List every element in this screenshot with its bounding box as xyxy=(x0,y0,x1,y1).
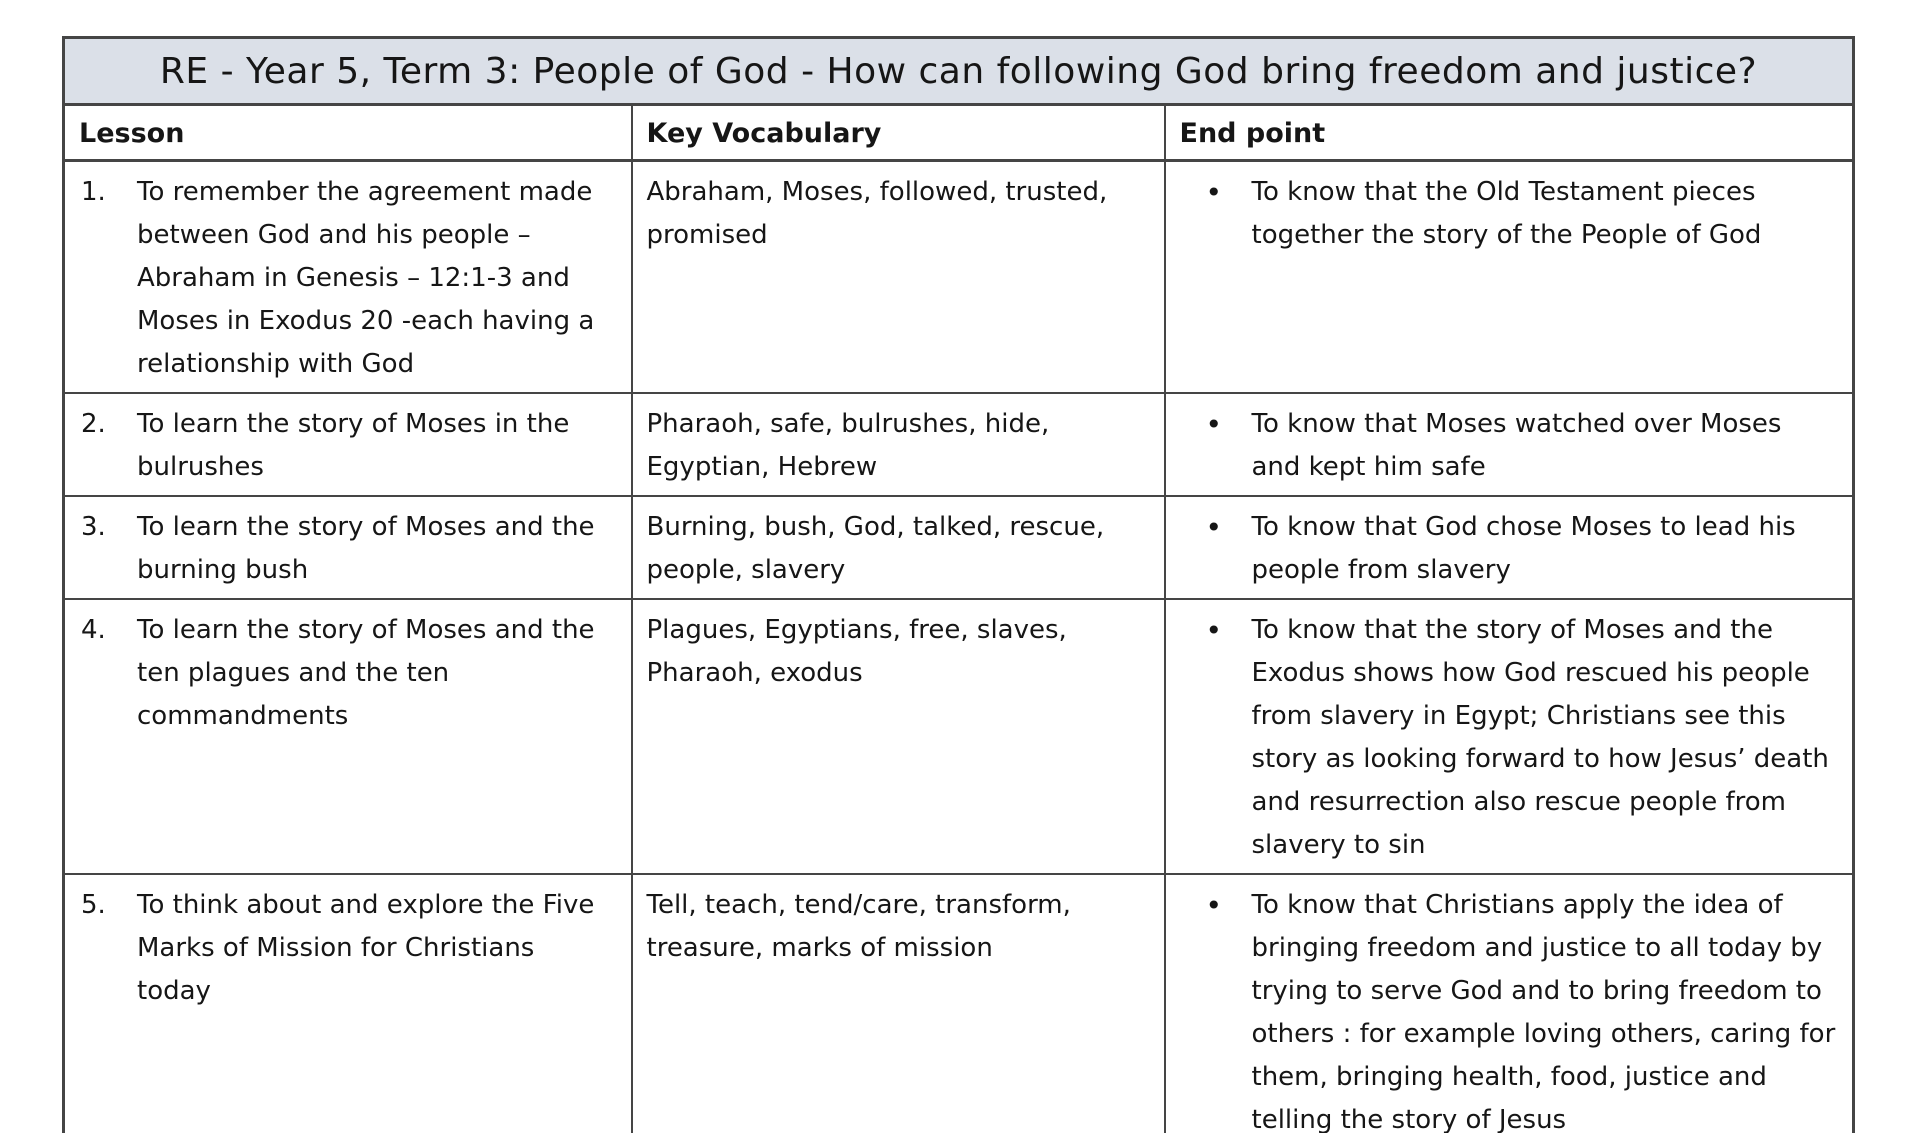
bullet-icon xyxy=(1206,403,1252,448)
table-row xyxy=(64,496,1854,599)
endpoint-text: To know that the Old Testament pieces together the story of the People of God xyxy=(1251,177,1762,250)
title-row xyxy=(64,38,1854,105)
bullet-icon xyxy=(1206,506,1252,551)
endpoint-cell xyxy=(1165,393,1854,496)
endpoint-cell xyxy=(1165,874,1854,1133)
table-row xyxy=(64,393,1854,496)
lesson-cell xyxy=(64,496,632,599)
lesson-number: 3. xyxy=(81,512,106,542)
vocabulary-cell xyxy=(632,496,1165,599)
table-row xyxy=(64,161,1854,394)
lesson-item xyxy=(79,171,619,386)
vocabulary-cell xyxy=(632,874,1165,1133)
vocabulary-text: Plagues, Egyptians, free, slaves, Pharaoh, exodus xyxy=(646,615,1067,688)
lesson-number: 5. xyxy=(81,890,106,920)
vocabulary-text: Tell, teach, tend/care, transform, treasure, marks of mission xyxy=(646,890,1071,963)
vocabulary-text: Abraham, Moses, followed, trusted, promised xyxy=(646,177,1108,250)
lesson-number: 4. xyxy=(81,615,106,645)
endpoint-cell xyxy=(1165,599,1854,874)
bullet-icon xyxy=(1206,884,1252,929)
lesson-text: To remember the agreement made between God and his people – Abraham in Genesis – 12:1-3 and Moses in Exodus 20 -each having a relationship with God xyxy=(137,177,595,379)
lesson-cell xyxy=(64,874,632,1133)
endpoint-text: To know that God chose Moses to lead his people from slavery xyxy=(1251,512,1796,585)
vocabulary-cell xyxy=(632,599,1165,874)
table-row xyxy=(64,599,1854,874)
column-header-end-point: End point xyxy=(1165,105,1854,161)
vocabulary-cell xyxy=(632,393,1165,496)
vocabulary-cell xyxy=(632,161,1165,394)
curriculum-table xyxy=(62,36,1855,1133)
endpoint-cell xyxy=(1165,496,1854,599)
endpoint-text: To know that Christians apply the idea of bringing freedom and justice to all today by trying to serve God and to bring freedom to others : for example loving others, caring for them, bringing health, food, justice and telling the story of Jesus xyxy=(1251,890,1836,1133)
lesson-cell xyxy=(64,599,632,874)
lesson-item xyxy=(79,403,619,489)
column-header-key-vocabulary: Key Vocabulary xyxy=(632,105,1165,161)
endpoint-cell xyxy=(1165,161,1854,394)
lesson-cell xyxy=(64,393,632,496)
endpoint-bullet-item xyxy=(1180,171,1841,257)
page-title: RE - Year 5, Term 3: People of God - How can following God bring freedom and justice? xyxy=(64,38,1854,105)
endpoint-text: To know that the story of Moses and the Exodus shows how God rescued his people from slavery in Egypt; Christians see this story as looking forward to how Jesus’ death and resurrection also rescue people from slavery to sin xyxy=(1251,615,1829,860)
lesson-text: To think about and explore the Five Marks of Mission for Christians today xyxy=(137,890,595,1006)
lesson-text: To learn the story of Moses in the bulrushes xyxy=(137,409,570,482)
bullet-icon xyxy=(1206,171,1252,216)
lesson-text: To learn the story of Moses and the burning bush xyxy=(137,512,595,585)
vocabulary-text: Pharaoh, safe, bulrushes, hide, Egyptian, Hebrew xyxy=(646,409,1050,482)
endpoint-bullet-item xyxy=(1180,884,1841,1133)
column-header-lesson: Lesson xyxy=(64,105,632,161)
lesson-cell xyxy=(64,161,632,394)
lesson-item xyxy=(79,884,619,1013)
endpoint-bullet-item xyxy=(1180,506,1841,592)
endpoint-text: To know that Moses watched over Moses and kept him safe xyxy=(1251,409,1782,482)
lesson-number: 2. xyxy=(81,409,106,439)
endpoint-bullet-item xyxy=(1180,609,1841,867)
lesson-item xyxy=(79,609,619,738)
lesson-text: To learn the story of Moses and the ten plagues and the ten commandments xyxy=(137,615,595,731)
endpoint-bullet-item xyxy=(1180,403,1841,489)
lesson-item xyxy=(79,506,619,592)
vocabulary-text: Burning, bush, God, talked, rescue, people, slavery xyxy=(646,512,1105,585)
column-header-row xyxy=(64,105,1854,161)
table-row xyxy=(64,874,1854,1133)
bullet-icon xyxy=(1206,609,1252,654)
lesson-number: 1. xyxy=(81,177,106,207)
